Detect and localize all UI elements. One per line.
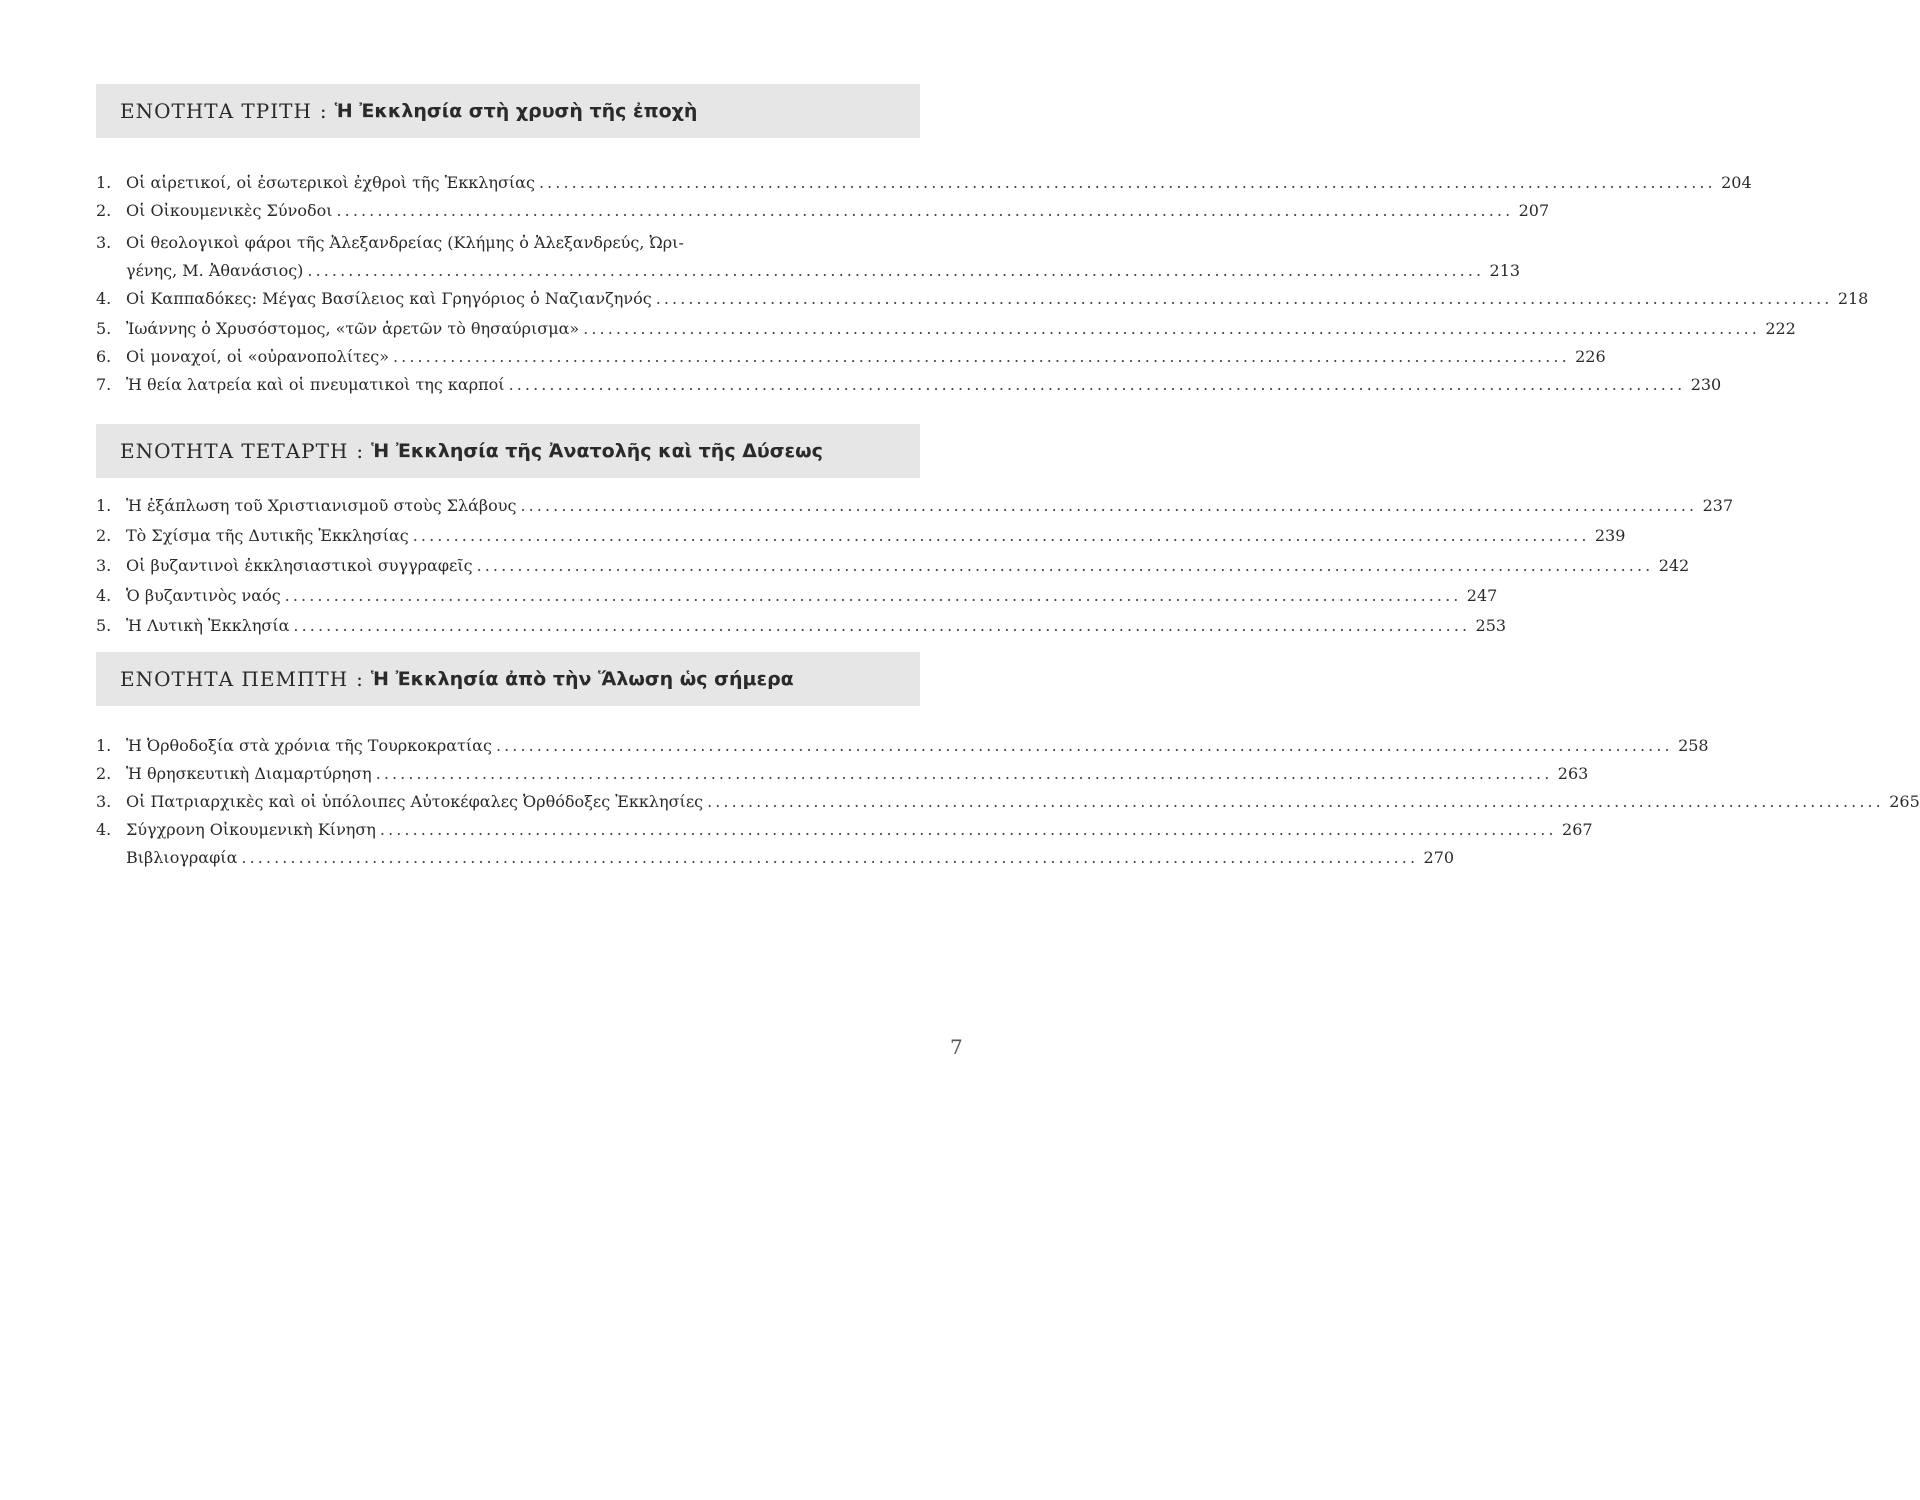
toc-entry: [96, 583, 1498, 609]
entry-title-continued: γένης, Μ. Ἀθανάσιος): [126, 261, 304, 280]
toc-entry: [96, 817, 1593, 843]
entry-number: 3.: [96, 233, 112, 252]
leader-dots: [656, 286, 1829, 312]
entry-title: Ἡ ἐξάπλωση τοῦ Χριστιανισμοῦ στοὺς Σλάβους: [126, 496, 517, 515]
entry-title: Οἱ Οἰκουμενικὲς Σύνοδοι: [126, 201, 333, 220]
entry-title: Οἱ βυζαντινοὶ ἐκκλησιαστικοὶ συγγραφεῖς: [126, 556, 473, 575]
entry-title: Οἱ Πατριαρχικὲς καὶ οἱ ὑπόλοιπες Αὐτοκέφαλες Ὀρθόδοξες Ἐκκλησίες: [126, 792, 704, 811]
entry-page: 267: [1562, 820, 1593, 839]
entry-title: Ἰωάννης ὁ Χρυσόστομος, «τῶν ἀρετῶν τὸ θησαύρισμα»: [126, 319, 580, 338]
toc-entry: [96, 286, 1869, 312]
entry-number: 2.: [96, 526, 112, 545]
entry-page: 222: [1765, 319, 1796, 338]
entry-number: 7.: [96, 375, 112, 394]
leader-dots: [241, 845, 1414, 871]
toc-entry: [96, 170, 1752, 196]
entry-page: 242: [1658, 556, 1690, 575]
toc-entry: [96, 553, 1690, 579]
toc-entry: [96, 789, 1920, 815]
entry-title: Ἡ θεία λατρεία καὶ οἱ πνευματικοὶ της καρποί: [126, 375, 505, 394]
entry-number: 1.: [96, 736, 112, 755]
entry-number: 1.: [96, 496, 112, 515]
toc-entry: [96, 344, 1606, 370]
section-header-3: [96, 84, 920, 138]
section-header-4: [96, 424, 920, 478]
section-label: ΕΝΟΤΗΤΑ ΠΕΜΠΤΗ: [120, 667, 349, 691]
toc-entry: [96, 761, 1589, 787]
leader-dots: [293, 613, 1466, 639]
entry-page: 237: [1702, 496, 1734, 515]
entry-number: 4.: [96, 586, 112, 605]
toc-entry: [96, 372, 1722, 398]
entry-page: 247: [1466, 586, 1498, 605]
entry-page: 218: [1837, 289, 1869, 308]
entry-page: 204: [1721, 173, 1752, 192]
section-title: Ἡ Ἐκκλησία τῆς Ἀνατολῆς καὶ τῆς Δύσεως: [371, 440, 823, 462]
entry-page: 258: [1678, 736, 1709, 755]
section-label: ΕΝΟΤΗΤΑ ΤΡΙΤΗ: [120, 99, 312, 123]
leader-dots: [393, 344, 1566, 370]
toc-entry: [96, 493, 1734, 519]
entry-number: 2.: [96, 201, 112, 220]
entry-title: Οἱ Καππαδόκες: Μέγας Βασίλειος καὶ Γρηγόριος ὁ Ναζιανζηνός: [126, 289, 652, 308]
entry-number: 6.: [96, 347, 112, 366]
entry-page: 265: [1889, 792, 1920, 811]
toc-entry: [96, 845, 1455, 871]
page-number: 7: [950, 1035, 963, 1059]
leader-dots: [336, 198, 1509, 224]
section-separator: :: [356, 667, 363, 691]
leader-dots: [413, 523, 1586, 549]
entry-page: 253: [1475, 616, 1507, 635]
toc-entry-line2: [96, 258, 1521, 284]
toc-entry: [96, 523, 1626, 549]
entry-title: Οἱ θεολογικοὶ φάροι τῆς Ἀλεξανδρείας (Κλήμης ὁ Ἀλεξανδρεύς, Ὠρι-: [126, 233, 684, 252]
entry-page: 213: [1489, 261, 1521, 280]
entry-page: 263: [1557, 764, 1589, 783]
leader-dots: [307, 258, 1480, 284]
toc-entry: [96, 733, 1709, 759]
entry-page: 230: [1690, 375, 1722, 394]
entry-page: 239: [1594, 526, 1626, 545]
leader-dots: [376, 761, 1549, 787]
entry-number: 4.: [96, 820, 112, 839]
entry-number: 3.: [96, 556, 112, 575]
entry-title: Ἡ Ὀρθοδοξία στὰ χρόνια τῆς Τουρκοκρατίας: [126, 736, 492, 755]
toc-entry: [96, 613, 1507, 639]
entry-title: Ὁ βυζαντινὸς ναός: [126, 586, 281, 605]
section-header-5: [96, 652, 920, 706]
section-title: Ἡ Ἐκκλησία στὴ χρυσὴ τῆς ἐποχὴ: [334, 100, 698, 122]
section-separator: :: [356, 439, 364, 463]
entry-number: 2.: [96, 764, 112, 783]
leader-dots: [477, 553, 1650, 579]
leader-dots: [285, 583, 1458, 609]
leader-dots: [539, 170, 1712, 196]
section-label: ΕΝΟΤΗΤΑ ΤΕΤΑΡΤΗ: [120, 439, 349, 463]
entry-title: Ἡ θρησκευτικὴ Διαμαρτύρηση: [126, 764, 372, 783]
section-separator: :: [319, 99, 327, 123]
entry-page: 226: [1575, 347, 1606, 366]
entry-number: 5.: [96, 616, 112, 635]
entry-title: Οἱ μοναχοί, οἱ «οὐρανοπολίτες»: [126, 347, 389, 366]
entry-number: 4.: [96, 289, 112, 308]
entry-page: 207: [1518, 201, 1550, 220]
leader-dots: [380, 817, 1553, 843]
toc-entry: [96, 198, 1550, 224]
entry-number: 5.: [96, 319, 112, 338]
leader-dots: [509, 372, 1682, 398]
entry-title: Οἱ αἱρετικοί, οἱ ἐσωτερικοὶ ἐχθροὶ τῆς Ἐκκλησίας: [126, 173, 535, 192]
entry-title: Βιβλιογραφία: [126, 848, 238, 867]
leader-dots: [707, 789, 1880, 815]
leader-dots: [583, 316, 1756, 342]
entry-title: Τὸ Σχίσμα τῆς Δυτικῆς Ἐκκλησίας: [126, 526, 409, 545]
entry-title: Ἡ Λυτικὴ Ἐκκλησία: [126, 616, 290, 635]
entry-number: 1.: [96, 173, 112, 192]
leader-dots: [496, 733, 1669, 759]
entry-page: 270: [1423, 848, 1455, 867]
entry-number: 3.: [96, 792, 112, 811]
leader-dots: [520, 493, 1693, 519]
entry-title: Σύγχρονη Οἰκουμενικὴ Κίνηση: [126, 820, 376, 839]
toc-entry: [96, 316, 1796, 342]
section-title: Ἡ Ἐκκλησία ἀπὸ τὴν Ἅλωση ὡς σήμερα: [370, 668, 794, 690]
toc-entry-line1: [96, 230, 934, 256]
